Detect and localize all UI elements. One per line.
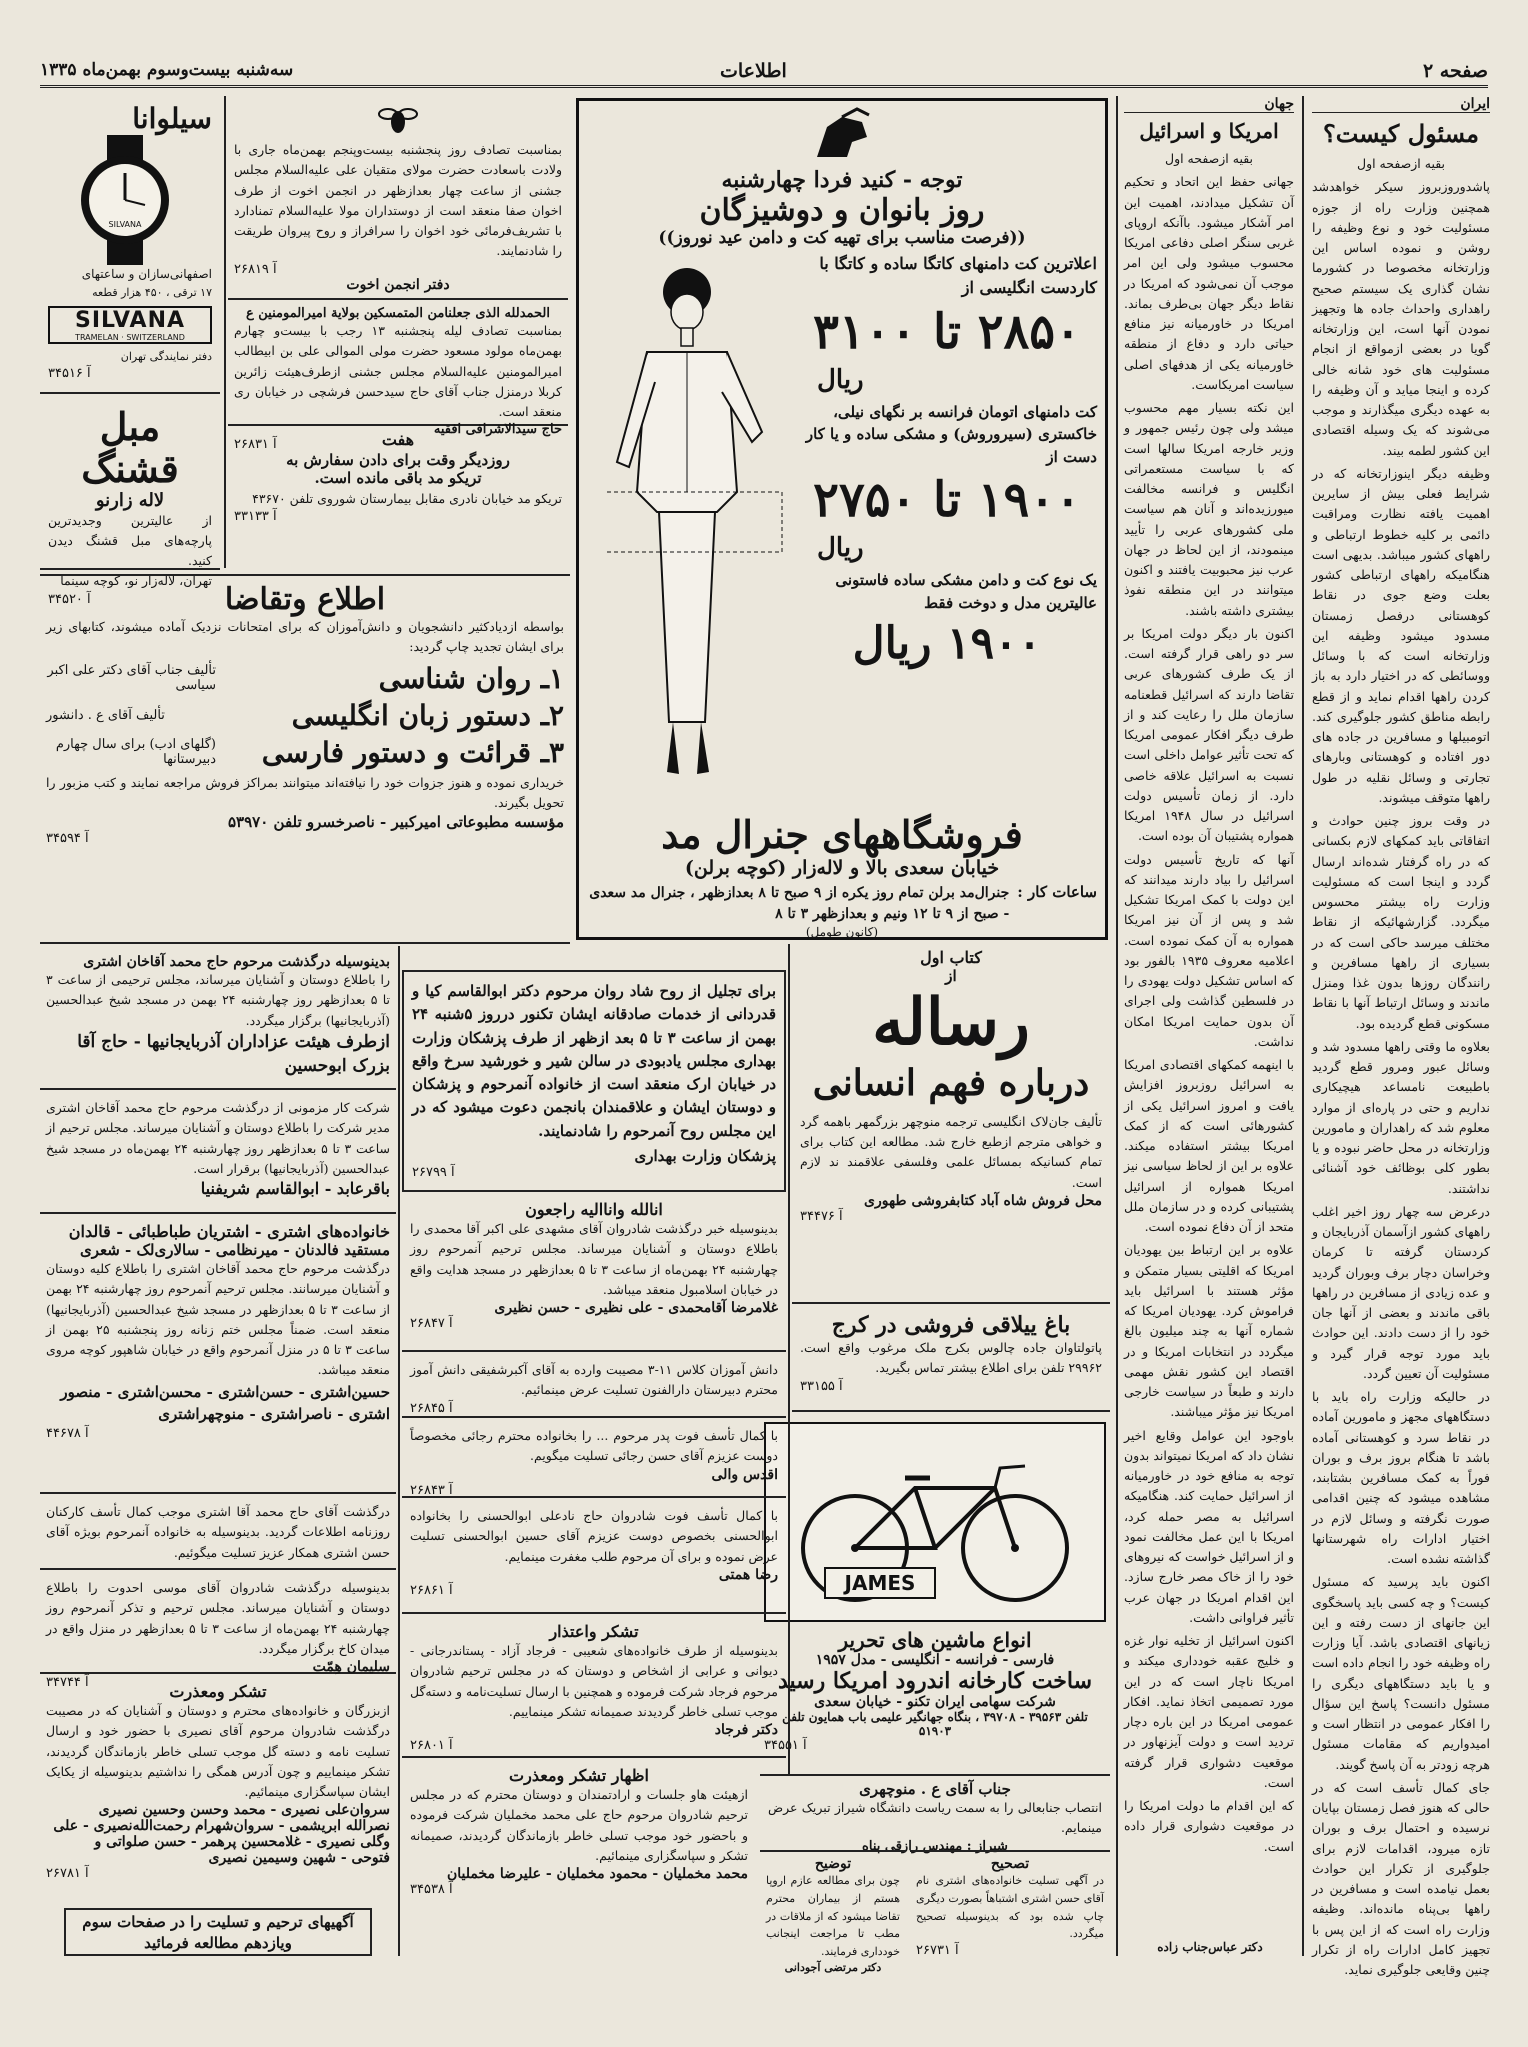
ad-code: آ ۳۴۵۳۸ xyxy=(410,1882,453,1897)
ad-title: مبل قشنگ xyxy=(81,404,179,491)
condolence-3 xyxy=(40,1218,396,1494)
price-block xyxy=(797,252,1097,674)
ad-text: پاتولتاوان جاده چالوس بکرج ملک مرغوب واقع است. ۲۹۹۶۲ تلفن برای اطلاع بیشتر تماس بگیرید. xyxy=(800,1340,1102,1376)
ad-phone: تلفن ۳۹۵۶۳ - ۳۹۷۰۸ ، بنگاه جهانگیر علیمی باب همایون تلفن ۵۱۹۰۳ xyxy=(782,1710,1088,1738)
ad-heading-3: ((فرصت مناسب برای تهیه کت و دامن عید نوروز)) xyxy=(658,228,1026,248)
ad-kicker: از xyxy=(945,967,957,985)
thanks-notice xyxy=(40,1678,396,1900)
ad-code: آ ۳۳۱۵۵ xyxy=(800,1378,843,1394)
anna-notice xyxy=(402,1196,786,1352)
condolence-5 xyxy=(40,1574,396,1690)
ad-headline: ساخت کارخانه اندرود امریکا رسید xyxy=(777,1668,1093,1694)
jenab-notice xyxy=(760,1774,1110,1854)
svg-text:JAMES: JAMES xyxy=(844,1571,916,1595)
makhmalian-notice xyxy=(402,1762,756,1962)
notice-text: در آگهی تسلیت خانواده‌های اشتری نام آقای حسن اشتری اشتباهاً بصورت دیگری چاپ شده بود که بدینوسیله تصحیح میگردد. xyxy=(916,1874,1104,1941)
ad-title: انواع ماشین های تحریر xyxy=(838,1628,1032,1652)
book-title: ۱ـ روان شناسی xyxy=(378,661,564,695)
condolence-4 xyxy=(40,1498,396,1570)
book-title: ۳ـ قرائت و دستور فارسی xyxy=(261,735,564,769)
ad-title: هفت xyxy=(381,430,415,449)
offer-text: یک نوع کت و دامن مشکی ساده فاستونی عالیترین مدل و دوخت فقط xyxy=(835,571,1097,612)
section-label: جهان xyxy=(1124,96,1294,113)
publisher: مؤسسه مطبوعاتی امیرکبیر - ناصرخسرو تلفن ۵۳۹۷۰ xyxy=(228,813,564,831)
notice-sub: مستقید فالدنان - میرنظامی - سالاری‌لک - شعری xyxy=(79,1241,390,1259)
brand-fa: سیلوانا xyxy=(132,102,212,135)
hours: جنرال‌مد برلن تمام روز یکره از ۹ صبح تا ۸ بعدازظهر ، جنرال مد سعدی - صبح از ۹ تا ۱۲ ونیم و بعدازظهر ۳ تا ۸ xyxy=(589,885,1010,922)
signature: نصرالله ابریشمی - سروان‌شهرام رحمت‌الله‌نصیری - علی وگلی نصیری - غلامحسین پرهمر - حسن صلواتی و xyxy=(53,1818,390,1851)
notice-title: تصحیح xyxy=(990,1856,1030,1872)
ad-code: آ ۲۶۸۴۵ xyxy=(410,1400,453,1416)
price: ۱۹۰۰ ریال xyxy=(852,618,1042,670)
signature: سروان‌علی نصیری - محمد وحسن وحسین نصیری xyxy=(98,1802,390,1819)
ad-title: رساله xyxy=(872,985,1030,1060)
bicycle-image xyxy=(785,1428,1085,1618)
ad-code: آ ۲۶۸۳۱ xyxy=(234,437,277,453)
notice-title: بدینوسیله درگذشت مرحوم حاج محمد آقاخان اشتری xyxy=(83,954,390,970)
signature: محمد مخملیان - محمود مخملیان - علیرضا مخملیان xyxy=(446,1866,748,1882)
article-body: بقیه ازصفحه اول پاشدوروزبروز سیکر خواهدشد همچنین وزارت راه از جوزه مسئولیت خود و نوع وظیفه را روشن و نموده اساس این وزارتخانه مخصوصا در کشورما نشان گذاری یک سیستم صحیح راهداری واحداث جاده ها وتجهیز نمودن آنها است، این وزارتخانه گویا در بعضی ازمواقع از انجام مسئولیت های خود شانه خالی کرده و اینجا میاید و آن وظیفه را به عهده دیگری میگذارند و موجب می‌شوند که یک وسیله اقتصادی این کشور لطمه بیند. وظیفه دیگر اینوزارتخانه که در شرایط فعلی بیش از سایرین اهمیت یافته نظارت ومراقبت دائمی بر کلیه خطوط ارتباطی و راههای کشور میباشد. بدیهی است هنگامیکه راههای ارتباطی کشور بعلت وضع جوی در نقاط کوهستانی درفصل زمستان مسدود میشود وظیفه این وزارتخانه است که با وسائل ووسائطی که در اختیار دارد به باز کردن راهها اقدام نماید و از قطع رابطه مناطق کشور جلوگیری کند. اتومبیلها و مسافرین در جاده های دور افتاده و کوهستانی وبارهای تجارتی و وسائل نقلیه در طول راهها متوقف میشوند. در وقت بروز چنین حوادث و اتفاقاتی باید کمکهای لازم بکسانی که در راه گرفتار شده‌اند ارسال گردد و اینجا است که مسئولیت وزارت راه بیشتر محسوس میگردد. گزارشهائیکه از نقاط مختلف میرسد حاکی است که در بسیاری از راهها مسافرین و رانندگان روزها بدون غذا ومنزل ماندند و وسائل ارتباط آنها با نقاط مسکونی قطع گردیده بود. بعلاوه ما وقتی راهها مسدود شد و وسائل عبور ومرور قطع گردید باطبیعت نامساعد هیچیکاری نداریم و حتی در پاره‌ای از موارد معلوم شد که راهداران و مامورین وزارتخانه در محل حاضر نبوده و یا بطور کلی بوظائف خود آشنائی نداشتند. درعرض سه چهار روز اخیر اغلب راههای کشور ازآسمان آذربایجان و کردستان گرفته تا کرمان وخراسان دچار برف وبوران گردید و عده زیادی از مسافرین در راهها باقی ماندند و بعضی از آنها جان خود را از دست دادند. این حوادث باید مورد توجه قرار گیرد و مسئولیت آن تعیین گردد. در حالیکه وزارت راه باید با دستگاههای مجهز و مامورین آماده در نقاط سرد و کوهستانی آماده باشد تا هنگام بروز برف و بوران فوراً به کمک مسافرین بشتابند، مشاهده میشود که چنین اقدامی صورت نگرفته و وسائل لازم در اختیار ادارات راه شهرستانها گذاشته نشده است. اکنون باید پرسید که مسئول کیست؟ و چه کسی باید پاسخگوی این جانهای از دست رفته و این زیانهای اقتصادی باشد. آیا وزارت راه وظیفه خود را انجام داده است و یا باید دستگاههای دیگری را مسئول دانست؟ پاسخ این سؤال را افکار عمومی در انتظار است و امیدواریم که مقامات مسئول هرچه زودتر به آن پاسخ گویند. جای کمال تأسف است که در حالی که هنوز فصل زمستان بپایان نرسیده و احتمال برف و بوران تازه میرود، اقدامات لازم برای جلوگیری از تکرار این حوادث بعمل نیامده است و مسافرین در راهها بی‌پناه مانده‌اند. وظیفه وزارت راه است که از این پس با تجهیز کامل ادارات راه از تکرار چنین وقایعی جلوگیری نماید. xyxy=(1312,156,1490,1977)
page-number: صفحه ۲ xyxy=(1422,60,1488,82)
ad-code: آ ۳۳۱۳۳ xyxy=(234,509,277,525)
article-body: بقیه ازصفحه اول جهانی حفظ این اتحاد و تحکیم آن تشکیل میدادند، اهمیت این امر آشکار میشود. باآنکه اروپای غربی سنگر اصلی دفاعی امریکا محسوب میشود ولی این امر موجب آن نمی‌شود که امریکا در نقاط دیگر جهان بی‌طرف بماند. امریکا در خاورمیانه نیز منافع حیاتی دارد و دفاع از منطقه خاورمیانه یکی از هدفهای اصلی سیاست امریکاست. این نکته بسیار مهم محسوب میشد ولی چون رئیس جمهور و وزیر خارجه امریکا سالها است که با سیاست مستعمراتی انگلیس و فرانسه مخالفت میورزیده‌اند و آنان هم سیاست ملی کشورهای عربی را تأیید مینمودند، از این لحاظ در جهان عرب نیز محبوبیت یافتند و اکنون میتوانند در این منطقه نفوذ بیشتری داشته باشند. اکنون بار دیگر دولت امریکا بر سر دو راهی قرار گرفته است. از یک طرف کشورهای عربی تقاضا دارند که اسرائیل قطعنامه سازمان ملل را رعایت کند و از طرف دیگر افکار عمومی امریکا که تحت تأثیر عوامل داخلی است نسبت به اسرائیل علاقه خاصی دارد. از زمان تأسیس دولت اسرائیل در سال ۱۹۴۸ امریکا همواره پشتیبان آن بوده است. آنها که تاریخ تأسیس دولت اسرائیل را بیاد دارند میدانند که این دولت با کمک امریکا تشکیل شد و پس از آن نیز امریکا همواره به آن کمک نموده است. اعلامیه معروف ۱۹۳۵ بالفور بود که اساس تشکیل دولت یهودی را در فلسطین گذاشت ولی اجرای آن بدون حمایت امریکا امکان نداشت. با اینهمه کمکهای اقتصادی امریکا به اسرائیل روزبروز افزایش یافت و امروز اسرائیل یکی از کشورهائی است که از کمک امریکا بیشتر استفاده میکند. علاوه بر این از لحاظ سیاسی نیز امریکا همواره از اسرائیل پشتیبانی کرده و در سازمان ملل متحد از آن دفاع نموده است. علاوه بر این ارتباط بین یهودیان امریکا که اقلیتی بسیار متمکن و مؤثر هستند با اسرائیل باید فراموش کرد. یهودیان امریکا که شماره آنها به چند میلیون بالغ میگردد در انتخابات امریکا و در اقتصاد این کشور نقش مهمی دارند و طبعاً در سیاست خارجی امریکا نیز مؤثر میباشند. باوجود این عوامل وقایع اخیر نشان داد که امریکا نمیتواند بدون توجه به منافع خود در خاورمیانه از اسرائیل حمایت کند. هنگامیکه اسرائیل به مصر حمله کرد، امریکا با این عمل مخالفت نمود و از اسرائیل خواست که نیروهای خود را از خاک مصر خارج سازد. این اقدام امریکا در جهان عرب تأثیر فراوانی داشت. اکنون اسرائیل از تخلیه نوار غزه و خلیج عقبه خودداری میکند و امریکا ناچار است که در این مورد تصمیمی اتخاذ نماید. افکار عمومی امریکا در این باره دچار تردید است و دولت آیزنهاور در موقعیت دشواری قرار گرفته است. که این اقدام ما دولت امریکا را در موقعیت دشواری قرار داده است. xyxy=(1124,151,1295,1854)
hours-label: ساعات کار : xyxy=(1017,883,1097,901)
book-title: ۲ـ دستور زبان انگلیسی xyxy=(291,698,564,732)
ad-text: از عالیترین وجدیدترین پارچه‌های مبل قشنگ دیدن کنید. xyxy=(48,512,212,569)
column-rule xyxy=(788,944,790,1774)
signature: غلامرضا آقامحمدی - علی نظیری - حسن نظیری xyxy=(494,1300,778,1316)
book-author: تألیف آقای ع . دانشور xyxy=(46,707,165,723)
column-rule xyxy=(1302,96,1304,1956)
notice-text: شرکت کار مزمونی از درگذشت مرحوم حاج محمد آقاخان اشتری مدیر شرکت را باطلاع دوستان و آشنایان میرساند. مجلس ترحیم از ساعت ۳ تا ۵ بعدازظهر روز چهارشنبه ۲۴ بهمن‌ماه در مسجد شیخ عبدالحسین (آذربایجانیها) برقرار است. xyxy=(46,1100,390,1176)
notice-title: تشکر واعتذار xyxy=(549,1622,639,1641)
kia-memorial xyxy=(402,970,786,1192)
book-author: (گلهای ادب) برای سال چهارم دبیرستانها xyxy=(55,737,216,767)
ad-code: آ ۲۶۷۳۱ xyxy=(916,1943,959,1959)
tozih-notice xyxy=(760,1850,906,1975)
ad-heading-1: توجه - کنید فردا چهارشنبه xyxy=(721,167,963,193)
svg-text:SILVANA: SILVANA xyxy=(108,220,142,229)
notice-text: بمناسبت تصادف لیله پنجشنبه ۱۳ رجب با بیست‌و چهارم بهمن‌ماه مولود مسعود حضرت مولی الموالی علی بن ابیطالب امیرالمومنین علیه‌السلام مجلس جشنی ازطرف‌هیئت‌ زائرین کربلا درمنزل جناب آقای حاج سیدحسن فرشچی در خیابان ری منعقد است. xyxy=(234,323,562,419)
brand-plate xyxy=(48,306,212,344)
book-item xyxy=(46,699,564,732)
ad-code: آ ۲۶۷۹۹ xyxy=(412,1164,455,1180)
resale-ad xyxy=(792,944,1110,1304)
paper-name: اطلاعات xyxy=(720,60,787,82)
notice-title: تشکر ومعذرت xyxy=(169,1682,267,1701)
ad-heading-2: روز بانوان و دوشیزگان xyxy=(699,193,985,228)
bagh-ad xyxy=(792,1308,1110,1412)
notice-title: توضیح xyxy=(814,1856,852,1872)
ad-footer: خریداری نموده و هنوز جزوات خود را نیافته‌اند میتوانند بمراکز فروش مراجعه نمایند و کتب مزبور را تحویل بگیرند. xyxy=(46,774,564,810)
bee-emblem xyxy=(378,100,418,140)
ahvat-notice xyxy=(228,100,568,300)
james-ad xyxy=(760,1418,1110,1768)
haft-ad xyxy=(228,430,568,560)
silvana-ad xyxy=(40,96,220,394)
ad-code: آ ۴۴۶۷۸ xyxy=(46,1425,89,1441)
column-rule xyxy=(398,946,400,1956)
signature: باقرعابد - ابوالقاسم شریفنیا xyxy=(200,1179,390,1198)
ad-code: آ ۲۶۸۶۱ xyxy=(410,1582,453,1598)
ad-company: شرکت سهامی ایران تکنو - خیابان سعدی xyxy=(814,1694,1056,1710)
section-label: ایران xyxy=(1312,96,1490,113)
notice-text: بدینوسیله درگذشت شادروان آقای موسی احدوت را باطلاع دوستان و آشنایان میرساند. مجلس ترحیم و تذکر آنمرحوم روز چهارشنبه ۲۴ بهمن‌ماه از ساعت ۳ تا ۵ بعدازظهر در منزل واقع در میدان کاخ برگزار میگردد. xyxy=(46,1580,391,1656)
signature: اقدس والی xyxy=(711,1466,778,1483)
book-author: تألیف جناب آقای دکتر علی اکبر سیاسی xyxy=(47,663,216,693)
signature: پزشکان وزارت بهداری xyxy=(634,1146,776,1165)
issue-date: سه‌شنبه بیست‌وسوم بهمن‌ماه ۱۳۳۵ xyxy=(40,60,294,80)
ad-code: آ ۳۴۵۲۰ xyxy=(48,591,91,607)
price-unit: ریال xyxy=(817,364,864,395)
school-notice xyxy=(402,1356,786,1418)
ad-title: اطلاع وتقاضا xyxy=(224,582,386,617)
column-rule xyxy=(224,96,226,568)
notice-text: ازهیئت هاو جلسات و ارادتمندان و دوستان محترم که در مجلس ترحیم شادروان مرحوم حاج علی محمد مخملیان شرکت فرموده و باحضور خود موجب تسلی خاطر بازماندگان گردیدند، صمیمانه تشکر و سپاسگزاری مینمائیم. xyxy=(410,1787,748,1863)
world-column xyxy=(1124,96,1294,1936)
headline: امریکا و اسرائیل xyxy=(1139,119,1279,143)
iran-column xyxy=(1312,96,1490,1977)
ad-intro: بواسطه ازدیادکثیر دانشجویان و دانش‌آموزان که برای امتحانات نزدیک آماده میشوند، کتابهای زیر برای ایشان تجدید چاپ گردید: xyxy=(46,619,564,655)
notice-text: درگذشت آقای حاج محمد آقا اشتری موجب کمال تأسف کارکنان روزنامه اطلاعات گردید. بدینوسیله به خانواده آنمرحوم بویژه آقای حسن اشتری همکار عزیز تسلیت میگوئیم. xyxy=(46,1504,390,1560)
store-address: خیابان سعدی بالا و لاله‌زار (کوچه برلن) xyxy=(684,857,1000,879)
signature: حسین‌اشتری - حسن‌اشتری - محسن‌اشتری - منصور اشتری - ناصر‌اشتری - منوچهر‌اشتری xyxy=(60,1382,390,1423)
ad-subtitle: فارسی - فرانسه - انگلیسی - مدل ۱۹۵۷ xyxy=(815,1652,1055,1668)
ad-code: آ ۳۴۷۴۴ xyxy=(46,1675,89,1690)
signature: سلیمان هِمّت xyxy=(312,1659,390,1675)
headline: مسئول کیست؟ xyxy=(1322,119,1480,148)
price-unit: ریال xyxy=(817,533,864,564)
notice-title: جناب آقای ع . منوچهری xyxy=(859,1780,1011,1798)
book-item xyxy=(46,736,564,769)
ad-line: اصفهانی‌سازان و ساعتهای xyxy=(81,267,212,281)
book-list xyxy=(46,662,564,769)
signature: دکتر عباس‌جناب زاده xyxy=(1157,1940,1263,1954)
ad-address: تریکو مد خیابان نادری مقابل بیمارستان شوروی تلفن ۴۳۶۷۰ xyxy=(252,491,562,506)
ad-subtitle: لاله زارنو xyxy=(95,489,165,511)
ad-line: ۱۷ ترقی ، ۴۵۰ هزار قطعه xyxy=(92,286,212,300)
ad-shop: محل فروش شاه آباد کتابفروشی طهوری xyxy=(864,1192,1102,1209)
store-name: فروشگاههای جنرال مد xyxy=(661,812,1023,857)
ad-code: آ ۲۶۸۰۱ xyxy=(410,1738,453,1753)
signature: دکتر فرجاد xyxy=(714,1722,778,1738)
notice-text: بمناسبت تصادف روز پنجشنبه بیست‌وپنجم بهمن‌ماه جاری با ولادت باسعادت حضرت مولای متقیان علی علیه‌السلام مجلس جشنی از ساعت چهار بعدازظهر در انجمن اخوت از طرف اخوان صفا منعقد است از دوستداران مولا علیه‌السلام تمنادارد با تشریف‌فرمائی خود اخوان را سرافراز و روح پیروان طریقت را شادنمایند. xyxy=(234,142,562,259)
vali-notice xyxy=(402,1422,786,1498)
condolence-1 xyxy=(40,950,396,1090)
notice-text: دانش آموزان کلاس ۱۱-۳ مصیبت وارده به آقای آکبرشفیقی دانش آموز محترم دبیرستان دارالفنون تسلیت عرض مینمائیم. xyxy=(410,1362,778,1398)
farjad-notice xyxy=(402,1618,786,1758)
ad-address: تهران، لاله‌زار نو، کوچه سینما xyxy=(60,573,212,589)
notice-sub: ازطرف هیئت عزاداران آذربایجانیها - حاج آقا بزرک ابوحسین xyxy=(77,1031,390,1076)
griffin-logo xyxy=(807,107,877,167)
ad-code: آ ۲۶۸۱۹ xyxy=(234,261,277,277)
hemmati-notice xyxy=(402,1502,786,1614)
ad-code: آ ۲۶۸۴۳ xyxy=(410,1482,453,1498)
notice-text: با کمال تأسف فوت پدر مرحوم ... را بخانواده محترم رجائی مخصوصاً دوست عزیزم آقای حسن رجائی تسلیت میگویم. xyxy=(410,1428,778,1464)
footer-note: آگهیهای ترحیم و تسلیت را در صفحات سوم ویازدهم مطالعه فرمائید xyxy=(64,1908,372,1956)
notice-text: با کمال تأسف فوت شادروان حاج نادعلی ابوالحسنی را بخانواده ابوالحسنی بخصوص دوست عزیزم آقای حسین ابوالحسنی تسلیت عرض نموده و برای آن مرحوم طلب مغفرت مینمایم. xyxy=(410,1508,778,1564)
ad-subtitle: درباره فهم انسانی xyxy=(812,1061,1090,1104)
notice-text: ازبزرگان و خانواده‌های محترم و دوستان و آشنایان که در مصیبت درگذشت شادروان مرحوم آقای نصیری با حضور خود و ارسال تسلیت نامه و دسته گل موجب تسلی خاطر بازماندگان گردیدند، تشکر مینماییم و چون آدرس همگی را نداشتیم بدینوسیله از یکایک ایشان سپاسگزاری مینمائیم. xyxy=(46,1703,390,1799)
signature: حاج سیدالاشرافی افقیه xyxy=(433,422,562,438)
ad-title: باغ ییلاقی فروشی در کرج xyxy=(831,1312,1071,1338)
ad-code: آ ۲۶۷۸۱ xyxy=(46,1866,89,1882)
notice-text: درگذشت مرحوم حاج محمد آقاخان اشتری را باطلاع کلیه دوستان و آشنایان میرسانند. مجلس ترحیم آنمرحوم روز چهارشنبه ۲۴ بهمن از ساعت ۳ تا ۵ بعدازظهر در مسجد شیخ عبدالحسین (آذربایجانیها) منعقد است. ضمناً مجلس ختم زنانه روز پنجشنبه ۲۵ بهمن از ساعت ۳ تا ۵ در منزل آنمرحوم واقع در خیابان شاهپور کوچه مروی منعقد میباشد. xyxy=(46,1261,391,1378)
ad-code: آ ۳۴۴۷۶ xyxy=(800,1208,843,1224)
signature: فتوحی - شهین وسیمین نصیری xyxy=(208,1850,390,1867)
notice-text: بدینوسیله از طرف خانواده‌های شعیبی - فرجاد آزاد - پستاندرجانی - دیوانی و عرابی از اشخاص و دوستان که در مجلس ترحیم شادروان مرحوم فرجاد شرکت فرموده و همچنین با ارسال تسلیت‌نامه و دسته‌گل موجب تسلی خاطر گردیدند صمیمانه تشکر مینماییم. xyxy=(410,1643,778,1719)
masthead xyxy=(40,58,1488,88)
notice-text: را باطلاع دوستان و آشنایان میرساند، مجلس ترحیمی از ساعت ۳ تا ۵ بعدازظهر روز چهارشنبه ۲۴ بهمن در مسجد شیخ عبدالحسین (آذربایجانیها) برگزار میگردد. xyxy=(46,972,390,1028)
notice-title: اظهار تشکر ومعذرت xyxy=(509,1766,649,1785)
ad-note: (کانون طومل) xyxy=(805,925,879,939)
ettela-ad xyxy=(40,574,570,944)
column-rule xyxy=(1116,96,1118,1956)
ad-text: روزدیگر وقت برای دادن سفارش به تریکو مد باقی مانده است. xyxy=(286,451,510,487)
offer-text: کت دامنهای اتومان فرانسه بر نگهای نیلی، خاکستری (سیروروش) و مشکی ساده و یا کار دست از xyxy=(805,402,1097,466)
notice-text: برای تجلیل از روح شاد روان مرحوم دکتر ابوالقاسم کیا و قدردانی از خدمات صادقانه ایشان تکنور درروز ۵شنبه ۲۴ بهمن از ساعت ۳ تا ۵ بعد ازظهر از طرف پزشکان وزارت بهداری مجلس یادبودی در سالن شیر و خورشید سرخ واقع در خیابان ارک منعقد است از خانواده آنمرحوم و پزشکان و دوستان ایشان و علاقمندان بانجمن دعوت میشود که در این مجلس روح آنمرحوم را شادنمایند. xyxy=(412,982,776,1140)
watch-image xyxy=(52,135,212,265)
signature: دکتر مرتضی آجودانی xyxy=(784,1961,882,1975)
ad-code: آ ۳۴۵۹۴ xyxy=(46,831,89,846)
signature: دفتر انجمن اخوت xyxy=(346,276,450,293)
ad-line: دفتر نمایندگی تهران xyxy=(120,350,212,364)
price: ۱۹۰۰ تا ۲۷۵۰ xyxy=(813,472,1081,529)
notice-text: چون برای مطالعه عازم اروپا هستم از بیماران محترم تقاضا میشود که از ملاقات در مطب تا مراجعت اینجانب خودداری فرمایند. xyxy=(766,1874,900,1959)
book-item xyxy=(46,662,564,695)
notice-title: انالله وانااليه راجعون xyxy=(525,1200,663,1219)
signature: رضا همتی xyxy=(718,1566,778,1583)
general-mod-ad xyxy=(576,98,1108,940)
notice-text: بدینوسیله خبر درگذشت شادروان آقای مشهدی علی اکبر آقا محمدی را باطلاع دوستان و آشنایان میرساند. مجلس ترحیم آنمرحوم روز چهارشنبه ۲۴ بهمن‌ماه از ساعت ۳ تا ۵ بعدازظهر در مسجد هدایت واقع در خیابان اسلامبول منعقد میباشد. xyxy=(410,1221,778,1297)
ad-code: آ ۳۴۵۱۶ xyxy=(48,366,91,382)
ad-code: آ ۲۶۸۴۷ xyxy=(410,1316,453,1331)
ad-text: تألیف جان‌لاک انگلیسی ترجمه منوچهر بزرگمهر باهمه گرد و خواهی مترجم ازطبع خارج شد. مطالعه این کتاب برای تمام کسانیکه بمسائل علمی وفلسفی علاقمند ند لازم است. xyxy=(800,1113,1102,1190)
brand-sub: TRAMELAN · SWITZERLAND xyxy=(75,333,185,343)
mobl-ad xyxy=(40,400,220,607)
woman-illustration xyxy=(587,252,787,792)
notice-title: الحمدلله الذی جعلنامن المتمسکین بولایة امیرالمومنین ع xyxy=(245,306,550,321)
ad-kicker: کتاب اول xyxy=(920,948,982,967)
notice-text: انتصاب جنابعالی را به سمت ریاست دانشگاه شیراز تبریک عرض مینمایم. xyxy=(768,1800,1102,1836)
price: ۲۸۵۰ تا ۳۱۰۰ xyxy=(813,304,1081,360)
brand: SILVANA xyxy=(74,308,186,334)
notice-title: خانواده‌های اشتری - اشتریان طباطبائی - قالدان xyxy=(68,1222,390,1241)
offer-text: اعلاترین کت دامنهای کاتگا ساده و کاتگا با کاردست انگلیسی از xyxy=(819,254,1097,297)
tashih-notice xyxy=(910,1850,1110,1960)
signature: شیراز : مهندس رازقی پناه xyxy=(862,1838,1008,1854)
condolence-2 xyxy=(40,1094,396,1214)
ad-code: آ ۳۴۵۵۱ xyxy=(764,1738,807,1753)
